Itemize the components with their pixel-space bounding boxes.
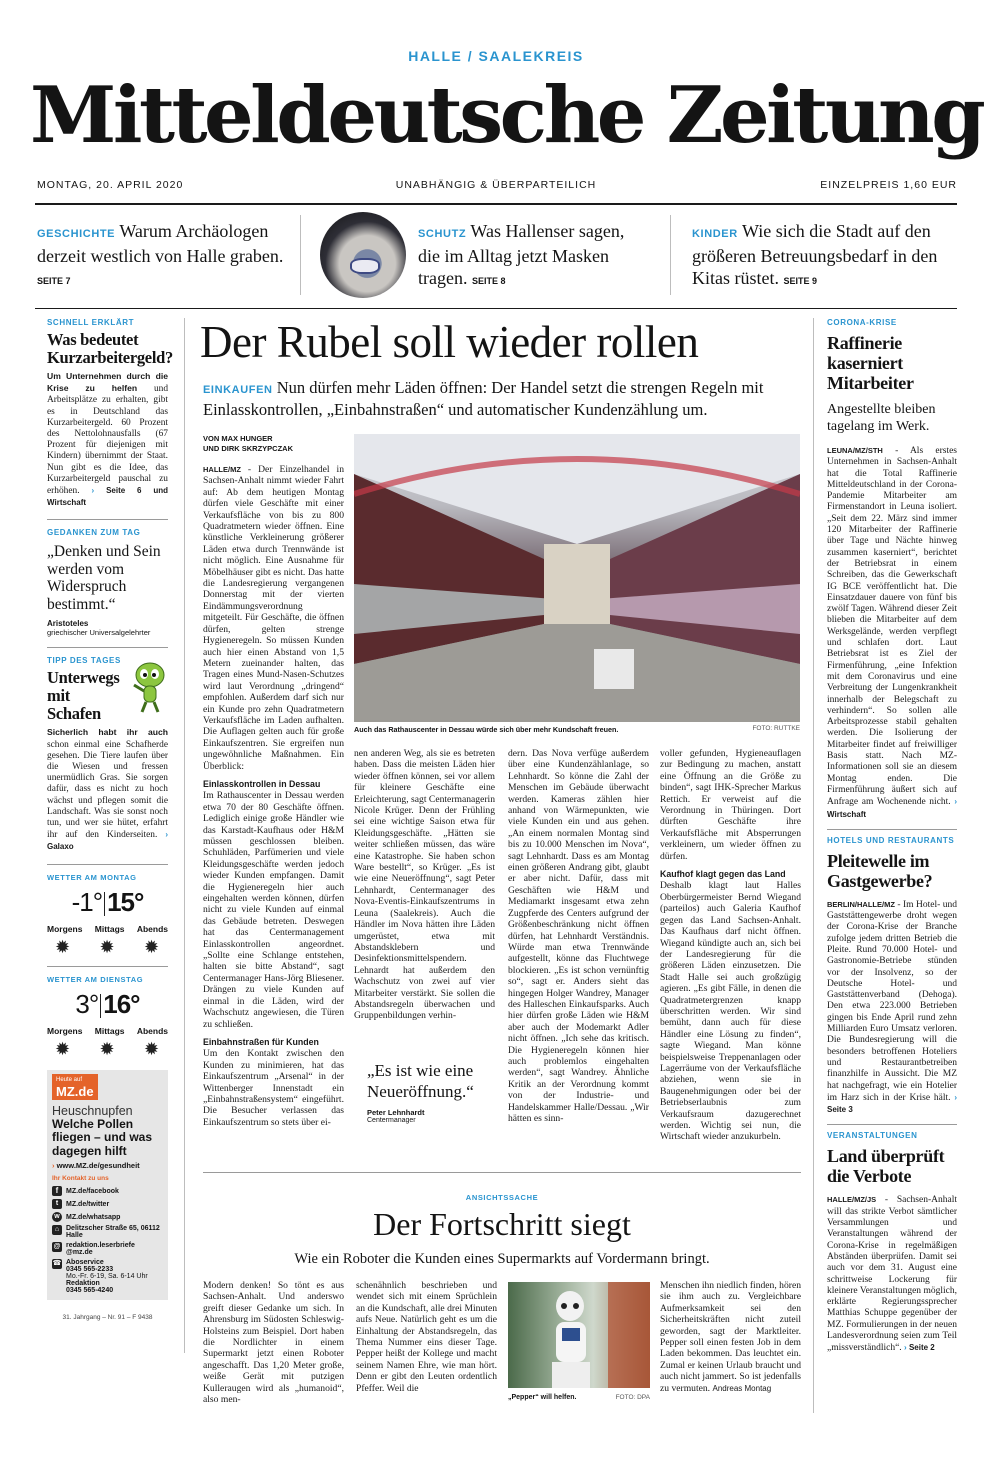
right-sidebar [827, 318, 957, 1355]
right-kicker-3: VERANSTALTUNGEN [827, 1131, 918, 1141]
sun-icon [55, 1042, 71, 1058]
price-label: EINZELPREIS 1,60 EUR [820, 179, 957, 191]
opinion-column-3: Menschen ihn niedlich finden, hören sie ihm auch zu. Vergleichbare Aufmerksamkeit sei den Sicherheitskräften nicht zuteil geworden, sagt der Marktleiter. Pepper soll einen festen Job in dem Laden bekommen. Das leuchtet ein. Zumal er keinen Urlaub braucht und auch nicht jammert. So ist jedenfalls zu vermuten. Andreas Montag [660, 1280, 801, 1394]
right-ref-2[interactable]: › Seite 3 [827, 1093, 957, 1114]
divider [827, 829, 957, 830]
dateline: BERLIN/HALLE/MZ [827, 899, 895, 909]
robot-photo [508, 1282, 650, 1388]
lead-headline: Der Rubel soll wieder rollen [200, 317, 699, 367]
teaser-page-ref: SEITE 9 [783, 276, 818, 286]
subhead: Kaufhof klagt gegen das Land [660, 869, 786, 880]
lead-column-1 [203, 434, 344, 1128]
temp-low: 3° [75, 988, 99, 1019]
robot-photo-caption: „Pepper“ will helfen. [508, 1394, 577, 1401]
newspaper-title: Mitteldeutsche Zeitung [30, 70, 983, 161]
mall-photo-credit: FOTO: RUTTKE [752, 725, 800, 732]
lead-column-4 [660, 748, 801, 1143]
left-sidebar [47, 318, 173, 1322]
right-ref-3[interactable]: › Seite 2 [904, 1343, 935, 1352]
divider [47, 966, 168, 967]
divider [827, 1124, 957, 1125]
teaser-divider [670, 215, 671, 295]
issue-number: 31. Jahrgang – Nr. 91 – F 9438 [62, 1314, 153, 1322]
temp-high: 15° [107, 886, 144, 917]
abo-phone: 0345 565-2233 [66, 1266, 114, 1274]
mz-promo-box[interactable] [47, 1070, 168, 1301]
facebook-icon: f [52, 1186, 62, 1196]
contact-facebook[interactable]: f MZ.de/facebook [52, 1186, 163, 1196]
divider [47, 519, 168, 520]
opinion-kicker: ANSICHTSSACHE [465, 1193, 539, 1202]
explain-body: und Arbeitsplätze zu erhalten, gibt es in Deutschland das Kurzarbeitergeld. 60 Prozent des Nettolohnausfalls (67 Prozent für diejenigen mit Kindern) übernimmt der Staat. Nun gibt es die Idee, das Kurzarbeitergeld pauschal zu erhöhen. [47, 384, 168, 497]
right-text-1: LEUNA/MZ/STH - Als erstes Unternehmen in Sachsen-Anhalt hat die Total Raffinerie Mitteldeutschland in der Corona-Pandemie Mitarbeiter am Firmenstandort in Leuna isoliert. „Seit dem 22. März sind immer 120 Mitarbeiter der Raffinerie über Tage und Nächte hinweg zusammen kaserniert“, berichtet der Betriebsrat in einem Schreiben, das die Gewerkschaft IG BCE veröffentlicht hat. Die Einsatzdauer dauere von fünf bis zwölf Tagen. Während dieser Zeit blieben die Mitarbeiter auf dem Werksgelände, werden verpflegt und schlafen dort. Laut Betriebsrat ist es Ziel der Firmenführung, „eine Infektion mit dem Coronavirus und eine Verbreitung der Lungenkrankheit innerhalb der Belegschaft zu verhindern“. So sollen alle Arbeitsprozesse stabil gehalten werden. Die Isolierung der Mitarbeiter findet auf freiwilliger Basis statt. Nach MZ-Informationen soll sie an diesem Montag enden. Die Firmenführung äußert sich auf Anfrage am Wochenende nicht. › Wirtschaft [827, 445, 957, 821]
right-ref-1[interactable]: › Wirtschaft [827, 797, 957, 818]
byline: VON MAX HUNGER UND DIRK SKRZYPCZAK [203, 434, 293, 453]
sun-icon [144, 940, 160, 956]
right-headline-3: Land überprüft die Verbote [827, 1146, 945, 1187]
left-column-divider [184, 318, 185, 1353]
opinion-column-1: Modern denken! So tönt es aus Sachsen-Anhalt. Und anderswo greift dieser Gedanke um sich. In Ahrensburg im Südosten Schleswig-Holsteins zum Beispiel. Dort haben die Nordlichter in einem Supermarkt jetzt einen Roboter angeschafft. Das 1,20 Meter große, weiße Gerät mit putzigen Kulleraugen wird als „humanoid“, also men- [203, 1280, 344, 1406]
sun-icon [100, 1042, 116, 1058]
abo-hours: Mo.-Fr. 6-19, Sa. 6-14 Uhr [66, 1273, 148, 1281]
red-title: Redaktion [66, 1280, 100, 1288]
tip-title: Unterwegs mit Schafen [47, 668, 120, 724]
teaser-kicker: GESCHICHTE [37, 228, 116, 240]
promo-link[interactable]: › www.MZ.de/gesundheit [52, 1161, 140, 1171]
explain-title: Was bedeutet Kurzarbeitergeld? [47, 330, 173, 367]
sun-icon [144, 1042, 160, 1058]
teaser-geschichte[interactable] [37, 220, 287, 292]
alien-mascot-icon [128, 661, 168, 713]
mz-logo-text: MZ.de [56, 1083, 94, 1099]
promo-text: Welche Pollen fliegen – und was dagegen hilft [52, 1116, 153, 1158]
issue-date: MONTAG, 20. APRIL 2020 [37, 179, 184, 191]
weather-label-evening: Abends [136, 923, 168, 934]
twitter-icon: t [52, 1199, 62, 1209]
right-text-2: BERLIN/HALLE/MZ - Im Hotel- und Gaststättengewerbe droht wegen der Corona-Krise der Branche zufolge jedem dritten Betrieb die Pleite. Rund 70.000 Hotel- und Gastronomie-Betriebe stünden vor der Insolvenz, so der Deutsche Hotel- und Gaststättenverband (Dehoga). Den etwa 223.000 Betrieben gingen bis Ende April rund zehn Milliarden Euro Umsatz verloren. Die Bundesregierung will die besonders betroffenen Hoteliers und Restaurantbetreiben finanzhilfe in Aussicht. Die MZ hat nachgefragt, wie ein Hotelier im Harz sich in der Krise hält. › Seite 3 [827, 899, 957, 1117]
weather-label-noon: Mittags [94, 1025, 125, 1036]
teaser-page-ref: SEITE 7 [37, 276, 71, 286]
mall-photo [354, 434, 800, 722]
lead-deck [203, 378, 798, 420]
masthead-rule [35, 203, 957, 205]
thought-role: griechischer Universalgelehrter [47, 628, 151, 638]
tip-body: schon einmal eine Schafherde gesehen. Die Tiere laufen über die Wiesen und fressen unermüdlich Gras. Sie sorgen dafür, dass es nicht zu hoch wächst und pflegen somit die Landschaft. Was sie sonst noch tun, und wer sie hütet, erfahrt ihr auf den Kinderseiten. [47, 739, 168, 841]
lead-col4-text: voller gefunden, Hygieneauflagen zur Bedingung zu machen, anstatt eine Öffnung an die Größe zu binden“, sagt IHK-Sprecher Markus Rettich. Er verweist auf die Verordnung in Thüringen. Dort dürften Geschäfte ihre Verkaufsfläche mit Absperrungen verkleinern, um wieder öffnen zu dürfen. Kaufhof klagt gegen das Land Deshalb klagt laut Halles Oberbürgermeister Bernd Wiegand (parteilos) auch Galeria Kaufhof gegen das Land Sachsen-Anhalt. Das Kaufhaus darf nicht öffnen. Wiegand kündigte auch an, sich bei der Landesregierung für die größeren Läden einzusetzen. Die Stadt Halle sei auch großzügig agieren. „Es gibt Fälle, in denen die Quadratmetergrenzen knapp überschritten werden. Wir sind bemüht, dann auch für diese Händler eine Lösung zu finden“, sagte Wiegand. Man könne beispielsweise Treppenanlagen oder Lagerräume von der Verkaufsfläche abziehen, wenn sie in Baugenehmigungen oder bei der Betriebserlaubnis zum Verkaufsraum dazugerechnet werden. Wichtig sei nun, die Wirtschaft wieder anzukurbeln. [660, 748, 801, 1143]
abo-title: Aboservice [66, 1259, 104, 1267]
right-deck-1: Angestellte bleiben tagelang im Werk. [827, 402, 936, 434]
mz-logo-small: Heute auf [56, 1076, 83, 1083]
contact-abo [52, 1259, 163, 1294]
mall-photo-graphic [354, 434, 800, 722]
weather-kicker: WETTER AM DIENSTAG [47, 974, 144, 984]
contact-head: Ihr Kontakt zu uns [52, 1175, 109, 1183]
right-column-divider [813, 318, 814, 1413]
weather-label-morning: Morgens [47, 923, 83, 934]
teaser-photo-mask [320, 212, 406, 298]
weather-label-noon: Mittags [94, 923, 125, 934]
teaser-text: Was Hallenser sagen, die im Alltag jetzt Masken tragen. [418, 221, 625, 288]
opinion-column-2: schenähnlich beschrieben und wendet sich mit einem Sprüchlein an die Kundschaft, alle drei Minuten aufs Neue. Natürlich geht es um die Einhaltung der Abstandsregeln, das Thema Nummer eins dieser Tage. Pepper heißt der Kollege und macht seinem Namen Ehre, wie man hört. Denn er gibt den Leuten ordentlich Pfeffer. Weil die [356, 1280, 497, 1394]
contact-address: ⌂ Delitzscher Straße 65, 06112 Halle [52, 1225, 163, 1239]
weather-monday [47, 873, 168, 956]
pull-quote-role: Centermanager [367, 1117, 416, 1124]
teaser-text: Warum Archäologen derzeit westlich von Halle graben. [37, 221, 284, 266]
teaser-page-ref: SEITE 8 [471, 276, 506, 286]
subhead: Einlasskontrollen in Dessau [203, 778, 321, 789]
pull-quote [367, 1060, 492, 1124]
right-kicker-1: CORONA-KRISE [827, 318, 897, 327]
right-headline-1: Raffinerie kaserniert Mitarbeiter [827, 333, 914, 393]
pull-quote-text: „Es ist wie eine Neueröffnung.“ [367, 1061, 474, 1101]
explain-text [47, 371, 168, 509]
teaser-kicker: SCHUTZ [418, 228, 467, 240]
temp-high: 16° [103, 988, 140, 1019]
pull-quote-author: Peter Lehnhardt [367, 1108, 425, 1117]
lead-deck-text: Nun dürfen mehr Läden öffnen: Der Handel setzt die strengen Regeln mit Einlasskontrollen, „Einbahnstraßen“ und automatischer Kundenzählung um. [203, 378, 764, 419]
mall-photo-caption: Auch das Rathauscenter in Dessau würde sich über mehr Kundschaft freuen. [354, 725, 619, 734]
right-headline-2: Pleitewelle im Gastgewerbe? [827, 850, 933, 891]
lead-kicker: EINKAUFEN [203, 384, 273, 396]
right-kicker-2: HOTELS UND RESTAURANTS [827, 835, 955, 845]
contact-email[interactable]: @ redaktion.leserbriefe @mz.de [53, 1242, 135, 1257]
opinion-deck: Wie ein Roboter die Kunden eines Supermarkts auf Vordermann bringt. [294, 1251, 710, 1267]
promo-title: Heuschnupfen [52, 1103, 133, 1118]
contact-twitter[interactable]: t MZ.de/twitter [52, 1199, 163, 1209]
teaser-kicker: KINDER [692, 228, 738, 240]
weather-label-morning: Morgens [47, 1025, 83, 1036]
thought-author: Aristoteles [47, 619, 89, 629]
dateline: LEUNA/MZ/STH [827, 446, 883, 455]
tagline: UNABHÄNGIG & ÜBERPARTEILICH [395, 179, 597, 191]
lead-column-3: dern. Das Nova verfüge außerdem über eine Kundenzählanlage, so Lehnhardt. So könne die Zahl der Menschen im Gebäude überwacht werden. Kameras zählen hier anhand von Wärmepunkten, wie viele Kunden ein und aus gehen. „An einem normalen Montag sind bis zu 10.000 Menschen im Nova“, sagt Lehnhardt. Dass es am Montag einen größeren Andrang gibt, glaubt er aber nicht. Dafür, dass mit Geschäften wie H&M und Mediamarkt insgesamt etwa zehn Zugpferde des Centers aufgrund der Größenbeschränkung nicht öffnen dürfen, hat Lehnhardt Verständnis. Würde man etwa Trennwände aufgestellt, könne das Fluchtwege blockieren. „Es ist schon vernünftig so“, sagt er. Anders sieht das hingegen Holger Wandrey, Manager des Halleschen Einkaufsparks. Auch hier dürfen große Läden wie H&M aber auch der Modemarkt Adler nicht öffnen. „Ich sehe das kritisch. Die Hygieneregeln können hier auch problemlos eingehalten werden“, sagt Wandrey. Ähnliche Kritik an der Verordnung kommt von der Industrie- und Handelskammer Halle/Dessau. „Wir hätten es sinn- [508, 748, 649, 1124]
teaser-schutz[interactable] [418, 220, 648, 292]
explain-kicker: SCHNELL ERKLÄRT [47, 318, 135, 327]
robot-photo-credit: FOTO: DPA [615, 1394, 650, 1401]
thought-kicker: GEDANKEN ZUM TAG [47, 528, 141, 538]
tip-ref[interactable]: › Galaxo [47, 830, 168, 851]
mz-logo [52, 1074, 98, 1100]
tip-text [47, 727, 168, 853]
email-icon: @ [53, 1243, 61, 1251]
weather-tuesday [47, 975, 168, 1058]
teaser-rule [35, 308, 957, 309]
divider [47, 647, 168, 648]
dateline: HALLE/MZ/JS [827, 1195, 877, 1205]
thought-quote: „Denken und Sein werden vom Widerspruch bestimmt.“ [47, 543, 161, 613]
explain-lead: Um Unternehmen durch die Krise zu helfen [47, 371, 168, 394]
lead-column-2: nen anderen Weg, als sie es betreten haben. Dass die meisten Läden hier wieder öffnen können, sei vor allem für kleinere Geschäfte eine Erleichterung, sagt Centermanagerin Nicole Krüger. Denn der Frühling sei eine wichtige Saison etwa für Kleidungsgeschäfte. „Hätten sie weiter schließen müssen, das wäre eine Katastrophe. Sie haben schon Ware bestellt“, so Krüger. „Es ist wie eine Neueröffnung“, sagt Peter Lehnhardt, Centermanager des Nova-Eventis-Einkaufszentrums in Leuna (Saalekreis). Auch die Händler im Nova hätten ihre Läden umgerüstet, etwa mit Abstandsklebern und Desinfektionsmittelspendern. Lehnardt hat außerdem den Wachschutz von zwei auf vier Mitarbeiter verstärkt. Sie sollen die Abstandsregeln überwachen und Gruppenbildungen verhin- [354, 748, 495, 1022]
tip-kicker: TIPP DES TAGES [47, 656, 121, 666]
lead-bottom-rule [203, 1172, 801, 1173]
edition-label: HALLE / SAALEKREIS [408, 48, 584, 64]
red-phone: 0345 565-4240 [66, 1287, 114, 1295]
weather-kicker: WETTER AM MONTAG [47, 872, 137, 882]
right-text-3: HALLE/MZ/JS - Sachsen-Anhalt will das strikte Verbot sämtlicher Versammlungen und Veranstaltungen während der Corona-Krise in regelmäßigen Abständen überprüfen. Damit sei auch vor dem 31. August eine schrittweise Lockerung für kleinere Veranstaltungen möglich, erklärte Regierungssprecher Matthias Schuppe gegenüber der MZ. Formulierungen in der neuen Landesverordnung seien zum Teil „missverständlich“. › Seite 2 [827, 1194, 957, 1354]
subhead: Einbahnstraßen für Kunden [203, 1036, 319, 1047]
teaser-divider [300, 215, 301, 295]
tip-lead: Sicherlich habt ihr auch [47, 727, 168, 738]
mask-icon [350, 258, 380, 274]
temp-low: -1° [71, 886, 103, 917]
contact-whatsapp[interactable]: w MZ.de/whatsapp [52, 1212, 163, 1222]
opinion-headline: Der Fortschritt siegt [373, 1206, 631, 1242]
explain-ref[interactable]: › Seite 6 und Wirtschaft [47, 486, 168, 507]
phone-icon: ☎ [52, 1260, 62, 1268]
lead-col1-text: HALLE/MZ - Der Einzelhandel in Sachsen-Anhalt nimmt wieder Fahrt auf: Ab dem heutigen Montag dürfen viele Geschäfte mit einer Verkaufsfläche von bis zu 800 Quadratmetern wieder öffnen. Eine künstliche Verkleinerung größerer Läden etwa durch Trennwände ist nicht möglich. Eine Ausnahme für Möbelhäuser gibt es nicht. Das hatte die Landesregierung vergangenen Donnerstag mit der vierten Eindämmungsverordnung mitgeteilt. Für Geschäfte, die öffnen dürfen, gelten strenge Hygieneregeln. So müssen Kunden auch hier einen Abstand von 1,5 Metern zueinander halten, das Tragen eines Mund-Nasen-Schutzes wird laut Verordnung „dringend“ empfohlen. Außerdem darf sich nur ein Kunde pro zehn Quadratmetern Verkaufsfläche im Laden aufhalten. Die Auflagen gelten auch für große Einkaufszentren. Sie ergreifen nun ungewöhnliche Maßnahmen. Ein Überblick: Einlasskontrollen in Dessau Im Rathauscenter in Dessau werden etwa 70 der 80 Geschäfte öffnen. Lediglich einige große Händler wie das Karstadt-Kaufhaus oder H&M müssen geschlossen bleiben. Schuhläden, Parfümerien und viele Kleidungsgeschäfte werden jedoch wieder Kunden empfangen. Damit die Hygieneregeln hier auch eingehalten werden können, dürfen nicht zu viele Kunden auf einmal das Gebäude betreten. Deswegen hat das Centermanagement Einlasskontrollen angeordnet. „Sollte eine Schlange entstehen, halten sie bitte Abstand“, sagt Centermanager Hans-Jörg Bliesener. Drängen zu viele Kunden auf einmal in die Läden, wird der Wachschutz angewiesen, die Türen zu schließen. Einbahnstraßen für Kunden Um den Kontakt zwischen den Kunden zu minimieren, hat das Einkaufszentrum „Arsenal“ in der Wittenberger Innenstadt ein „Einbahnstraßensystem“ eingeführt. Die Besucher verlassen das Einkaufszentrum so stets über ei- [203, 464, 345, 1128]
divider [47, 864, 168, 865]
dateline: HALLE/MZ [203, 465, 241, 474]
robot-graphic [508, 1282, 650, 1388]
teaser-kinder[interactable] [692, 220, 957, 292]
location-pin-icon: ⌂ [52, 1225, 62, 1235]
teaser-text: Wie sich die Stadt auf den größeren Betreuungsbedarf in den Kitas rüstet. [692, 221, 938, 288]
whatsapp-icon: w [52, 1212, 62, 1222]
opinion-author: Andreas Montag [712, 1383, 772, 1393]
sun-icon [100, 940, 116, 956]
weather-label-evening: Abends [136, 1025, 168, 1036]
sun-icon [55, 940, 71, 956]
